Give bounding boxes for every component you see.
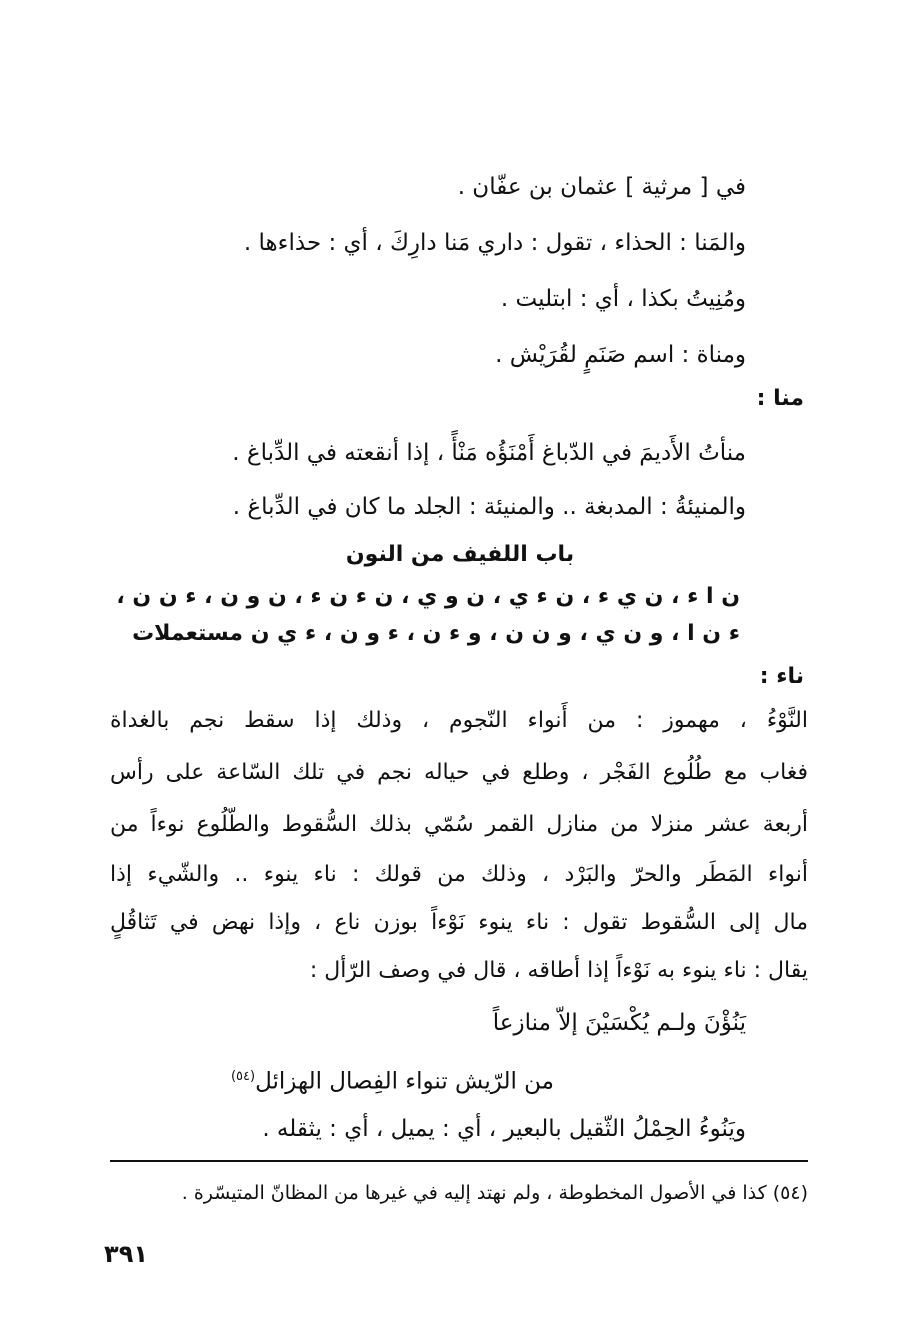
footnote-ref: (٥٤)	[230, 1069, 256, 1084]
text-line: ومناة : اسم صَنَمٍ لقُرَيْش .	[495, 342, 746, 368]
verse-line: يَنُؤْنَ ولـم يُكْسَيْنَ إلاّ منازعاً	[492, 1010, 746, 1036]
footnote: (٥٤) كذا في الأصول المخطوطة ، ولم نهتد إليه في غيرها من المظانّ المتيسّرة .	[181, 1182, 808, 1204]
entry-heading-mana: منا :	[756, 386, 804, 411]
section-title: باب اللفيف من النون	[345, 542, 575, 567]
page-number: ٣٩١	[104, 1240, 148, 1268]
text-line: ويَنُوءُ الحِمْلُ الثّقيل بالبعير ، أي : يميل ، أي : يثقله .	[262, 1116, 746, 1142]
verse-text: من الرّيش تنواء الفِصال الهزائل	[255, 1068, 554, 1095]
text-line: والمنيئةُ : المدبغة .. والمنيئة : الجلد ما كان في الدِّباغ .	[232, 494, 746, 520]
paragraph-line: مال إلى السُّقوط تقول : ناء ينوء نَوْءاً بوزن ناع ، وإذا نهض في تَثاقُلٍ	[110, 910, 808, 935]
paragraph-line: النَّوْءُ ، مهموز : من أَنواء النّجوم ، وذلك إذا سقط نجم بالغداة	[110, 708, 808, 733]
text-line: والمَنا : الحذاء ، تقول : داري مَنا دارِكَ ، أي : حذاءها .	[243, 230, 746, 256]
roots-line: ء ن ا ، و ن ي ، و ن ن ، و ء ن ، ء و ن ، ء ي ن مستعملات	[132, 621, 740, 646]
paragraph-line: يقال : ناء ينوء به نَوْءاً إذا أطاقه ، قال في وصف الرّأل :	[309, 958, 808, 983]
text-line: ومُنِيتُ بكذا ، أي : ابتليت .	[500, 286, 746, 312]
paragraph-line: أربعة عشر منزلا من منازل القمر سُمّي بذلك السُّقوط والطّلُوع نوءاً من	[110, 812, 808, 837]
paragraph-line: فغاب مع طُلُوع الفَجْر ، وطلع في حياله نجم في تلك السّاعة على رأس	[110, 760, 808, 785]
text-line: منأتُ الأَديمَ في الدّباغ أَمْنَؤُه مَنْأً ، إذا أنقعته في الدِّباغ .	[232, 440, 746, 466]
text-line: في [ مرثية ] عثمان بن عفّان .	[457, 174, 746, 200]
footnote-separator	[110, 1160, 808, 1162]
verse-line	[231, 1060, 554, 1099]
paragraph-line: أنواء المَطَر والحرّ والبَرْد ، وذلك من قولك : ناء ينوء .. والشّيء إذا	[110, 862, 808, 887]
roots-line: ن ا ء ، ن ي ء ، ن ء ي ، ن و ي ، ن ء ن ء ، ن و ن ، ء ن ن ،	[116, 584, 740, 609]
entry-heading-naa: ناء :	[759, 664, 804, 689]
